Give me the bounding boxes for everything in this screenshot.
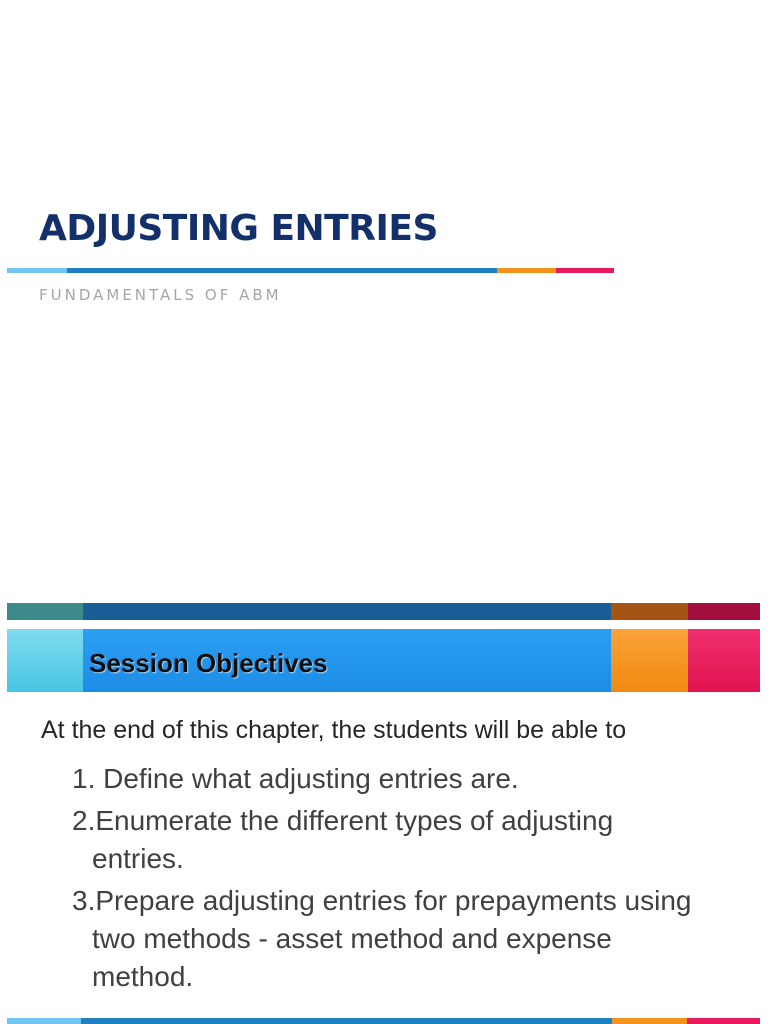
slide-title: ADJUSTING ENTRIES	[39, 208, 438, 249]
accent-line-blue	[67, 268, 497, 273]
topbar-brown	[611, 603, 688, 620]
objective-item: 2.Enumerate the different types of adjusting entries.	[72, 805, 614, 874]
bottombar-blue	[81, 1018, 612, 1024]
bottombar-pink	[687, 1018, 760, 1024]
intro-text: At the end of this chapter, the students will be able to	[41, 716, 627, 744]
accent-line-pink	[556, 268, 614, 273]
accent-line-light-blue	[7, 268, 67, 273]
slide-subtitle: FUNDAMENTALS OF ABM	[39, 286, 282, 304]
objective-item: 3.Prepare adjusting entries for prepayments using two methods - asset method and expense method.	[72, 885, 692, 992]
bottombar-light-blue	[7, 1018, 81, 1024]
objective-item: 1. Define what adjusting entries are.	[72, 763, 519, 794]
objectives-slide	[0, 598, 768, 1024]
topbar-crimson	[688, 603, 760, 620]
topbar-blue	[83, 603, 611, 620]
topbar-teal	[7, 603, 83, 620]
header-band-orange	[611, 629, 688, 692]
accent-line-orange	[497, 268, 556, 273]
header-band-pink	[688, 629, 760, 692]
header-band-cyan	[7, 629, 83, 692]
bottombar-orange	[612, 1018, 687, 1024]
objectives-list	[72, 760, 712, 1000]
section-heading: Session Objectives	[89, 648, 328, 678]
